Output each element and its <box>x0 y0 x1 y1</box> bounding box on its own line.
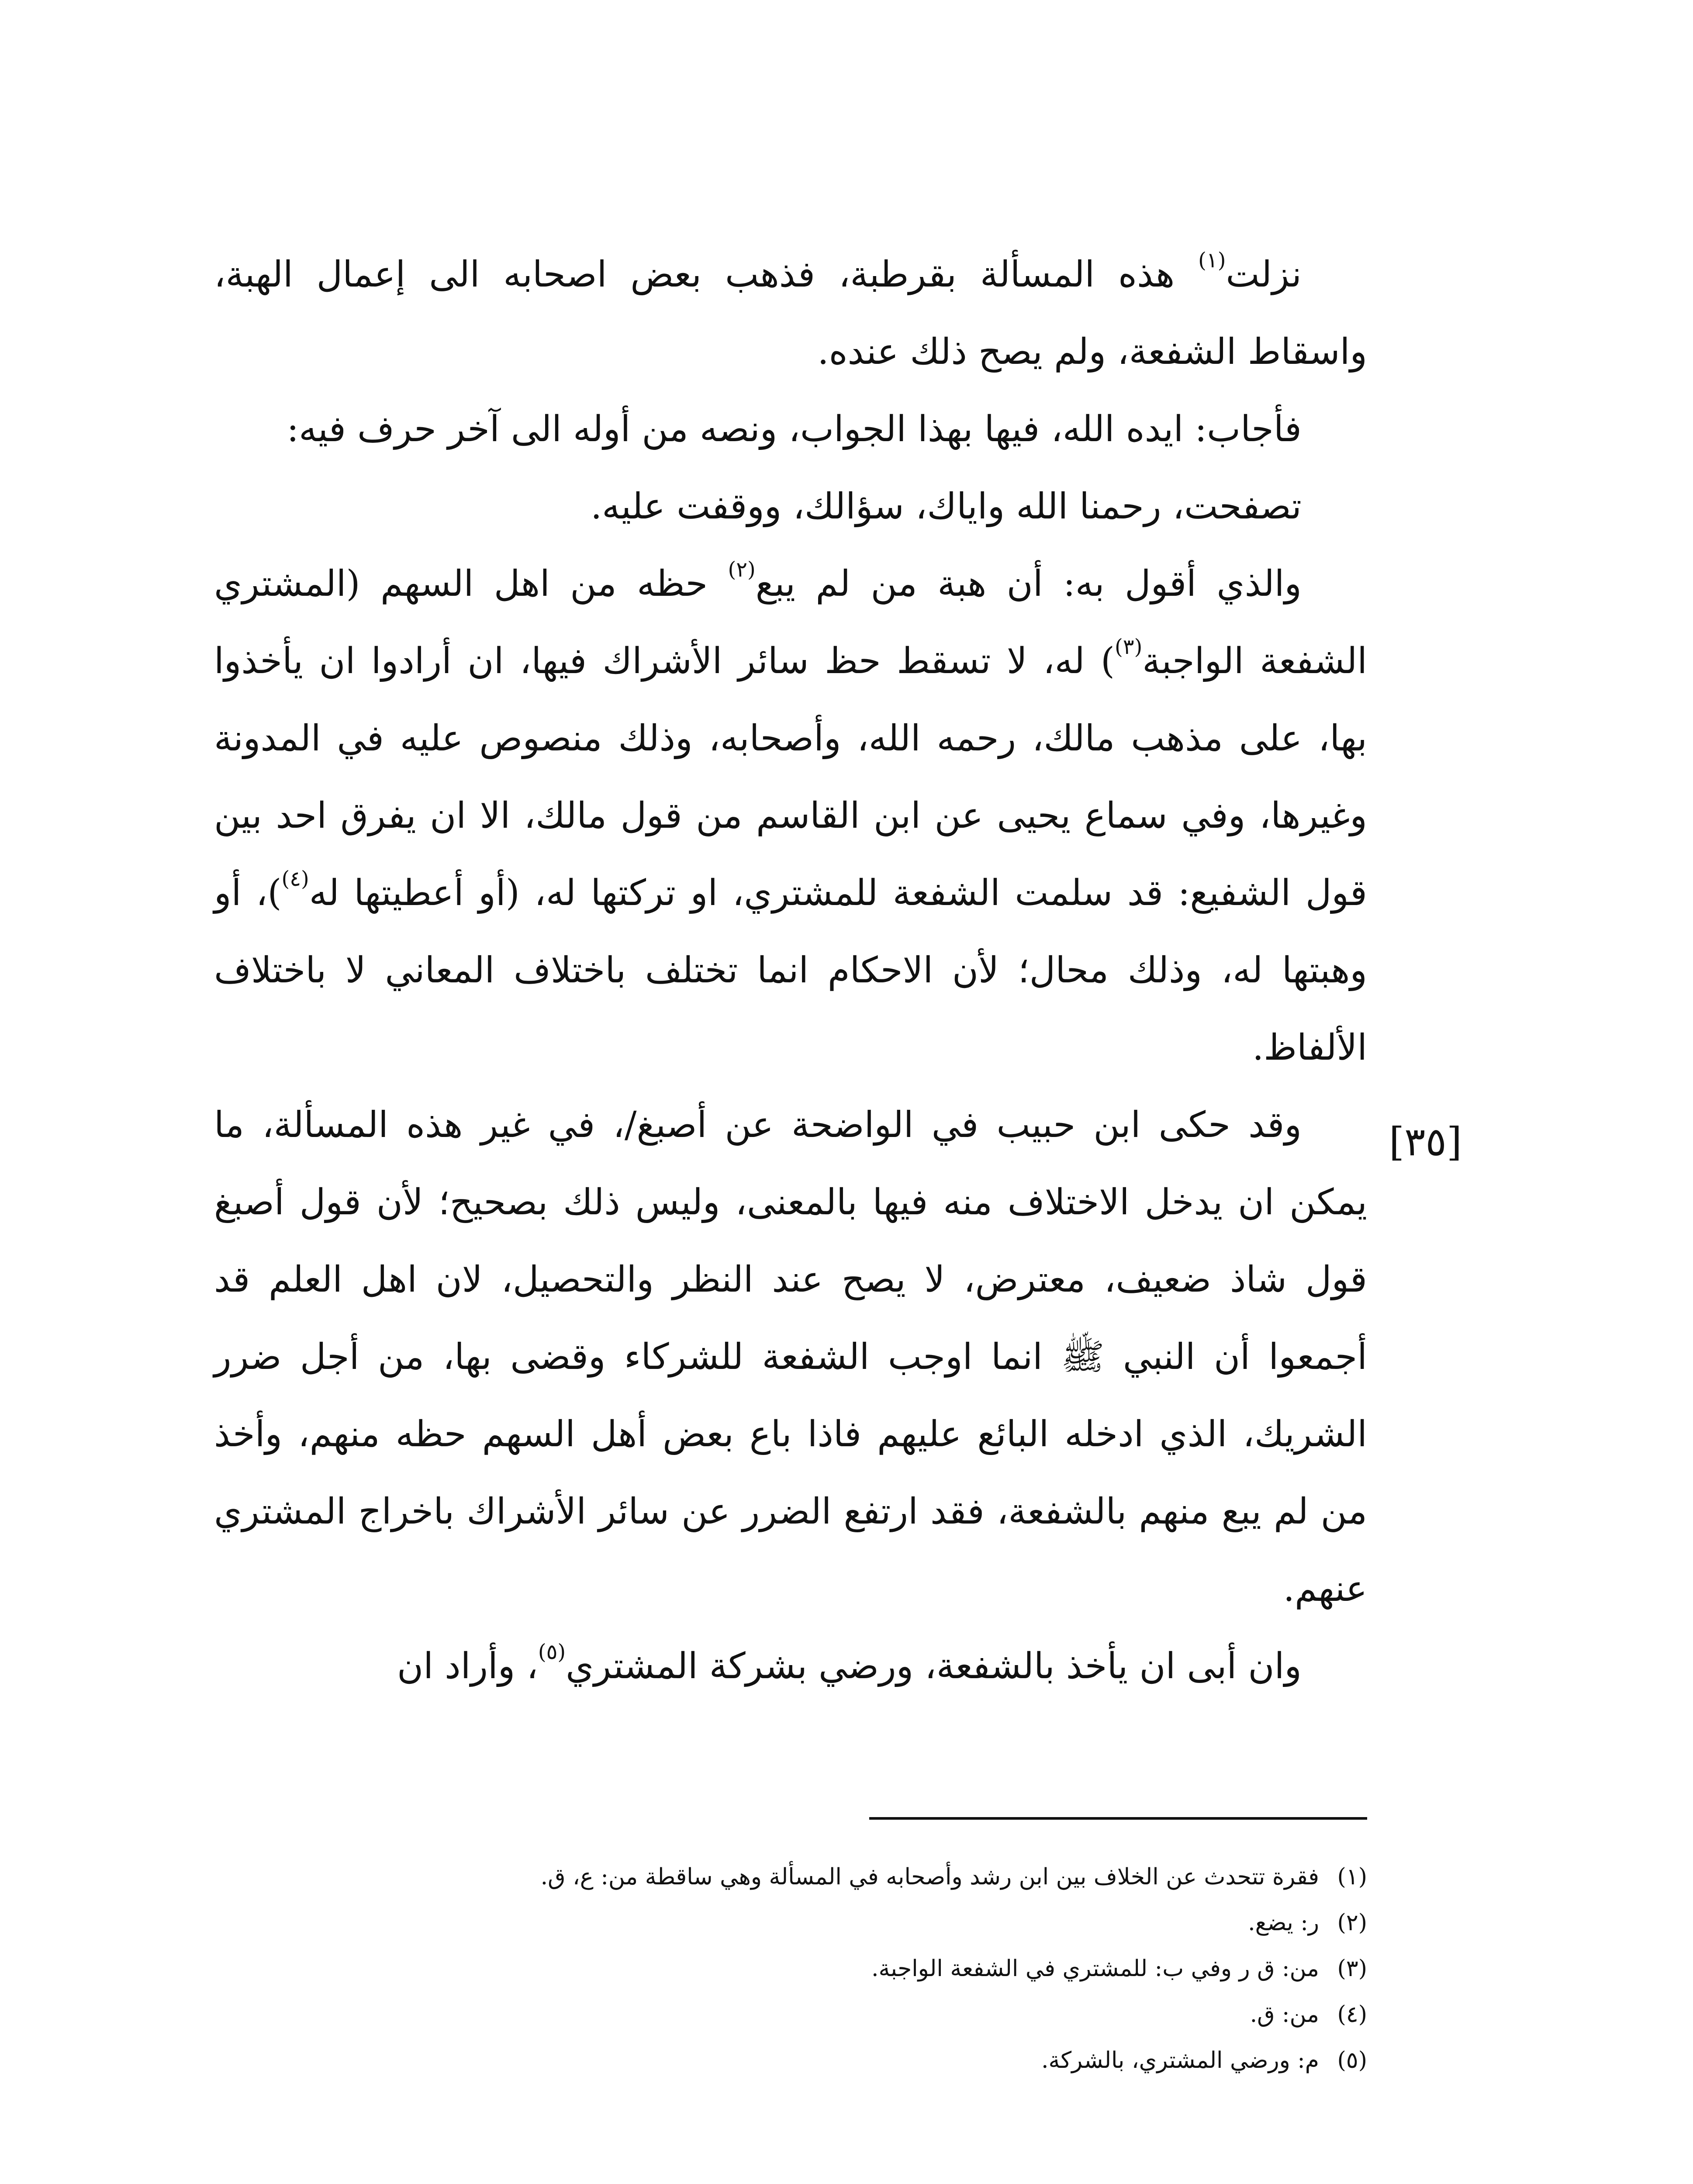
text-run: والذي أقول به: أن هبة من لم يبع <box>755 563 1302 605</box>
footnote-ref-2: (٢) <box>728 557 756 582</box>
text-run: ، وأراد ان <box>397 1645 538 1687</box>
text-run: هذه المسألة بقرطبة، فذهب بعض اصحابه الى إعمال الهبة، واسقاط الشفعة، ولم يصح ذلك عنده. <box>214 254 1367 373</box>
paragraph-3: تصفحت، رحمنا الله واياك، سؤالك، ووقفت عليه. <box>591 486 1302 527</box>
footnote-5 <box>214 2038 1367 2084</box>
footnote-number: (٣) <box>1337 1956 1367 1982</box>
footnote-ref-3: (٣) <box>1115 635 1143 659</box>
manuscript-folio-marker: [٣٥] <box>1389 1119 1462 1165</box>
footnote-number: (٤) <box>1337 2001 1367 2028</box>
text-run: )، أو وهبتها له، وذلك محال؛ لأن الاحكام انما تختلف باختلاف المعاني لا باختلاف الألفاظ. <box>214 872 1367 1068</box>
footnote-separator <box>869 1817 1367 1820</box>
text-run: نزلت <box>1226 254 1302 295</box>
footnote-text: من: ق ر وفي ب: للمشتري في الشفعة الواجبة. <box>871 1956 1319 1982</box>
paragraph-4 <box>214 545 1367 1086</box>
footnote-number: (٢) <box>1337 1910 1367 1936</box>
footnote-text: فقرة تتحدث عن الخلاف بين ابن رشد وأصحابه في المسألة وهي ساقطة من: ع، ق. <box>540 1864 1319 1890</box>
paragraph-2: فأجاب: ايده الله، فيها بهذا الجواب، ونصه من أوله الى آخر حرف فيه: <box>287 408 1302 450</box>
main-text <box>214 236 1367 1705</box>
footnote-text: ر: يضع. <box>1248 1910 1319 1936</box>
footnote-number: (١) <box>1337 1864 1367 1890</box>
footnote-4 <box>214 1992 1367 2038</box>
text-run: وان أبى ان يأخذ بالشفعة، ورضي بشركة المشتري <box>566 1645 1302 1687</box>
text-run: ) له، لا تسقط حظ سائر الأشراك فيها، ان أرادوا ان يأخذوا بها، على مذهب مالك، رحمه الله، وأصحابه، وذلك منصوص عليه في المدونة وغيرها، وفي سماع يحيى عن ابن القاسم من قول مالك، الا ان يفرق احد بين قول الشفيع: قد سلمت الشفعة للمشتري، او تركتها له، (أو أعطيتها له <box>214 640 1367 914</box>
paragraph-1 <box>214 236 1367 390</box>
footnote-ref-5: (٥) <box>538 1640 566 1664</box>
footnote-text: من: ق. <box>1250 2001 1319 2028</box>
footnote-ref-4: (٤) <box>281 867 309 891</box>
footnote-3 <box>214 1946 1367 1992</box>
footnote-text: م: ورضي المشتري، بالشركة. <box>1041 2047 1319 2073</box>
footnote-ref-1: (١) <box>1198 248 1226 273</box>
footnote-2 <box>214 1900 1367 1946</box>
paragraph-6 <box>214 1628 1367 1705</box>
paragraph-5: وقد حكى ابن حبيب في الواضحة عن أصبغ/، في غير هذه المسألة، ما يمكن ان يدخل الاختلاف منه فيها بالمعنى، وليس ذلك بصحيح؛ لأن قول أصبغ قول شاذ ضعيف، معترض، لا يصح عند النظر والتحصيل، لان اهل العلم قد أجمعوا أن النبي ﷺ انما اوجب الشفعة للشركاء وقضى بها، من أجل ضرر الشريك، الذي ادخله البائع عليهم فاذا باع بعض أهل السهم حظه منهم، وأخذ من لم يبع منهم بالشفعة، فقد ارتفع الضرر عن سائر الأشراك باخراج المشتري عنهم. <box>214 1104 1367 1610</box>
footnote-number: (٥) <box>1337 2047 1367 2073</box>
text-run: حظه من اهل السهم (المشتري الشفعة الواجبة <box>214 563 1368 682</box>
footnotes <box>214 1854 1367 2084</box>
footnote-1 <box>214 1854 1367 1900</box>
